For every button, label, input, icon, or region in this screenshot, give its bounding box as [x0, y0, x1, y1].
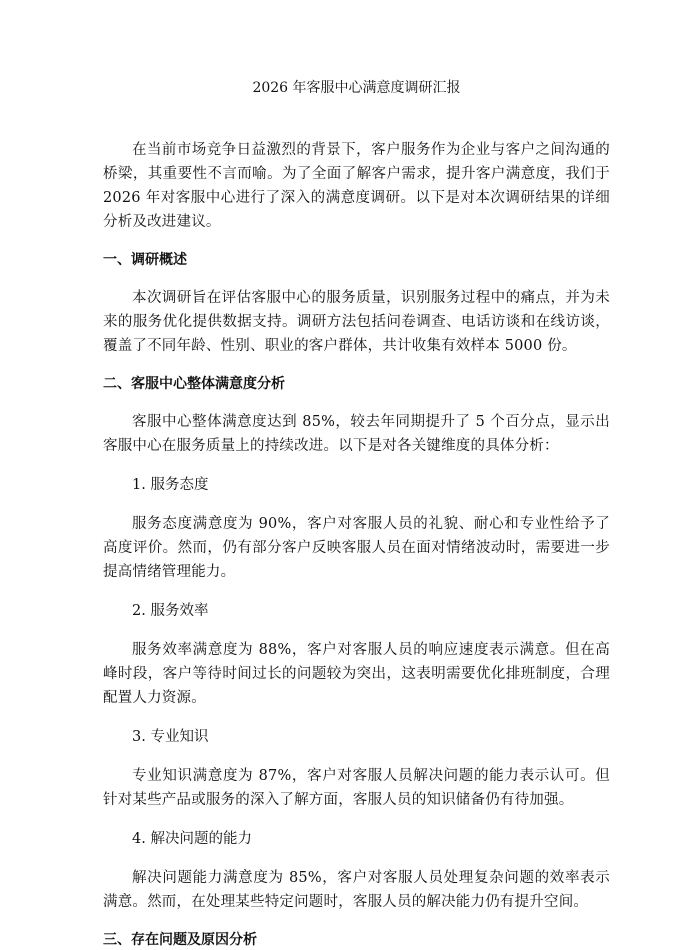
- overview-paragraph: 本次调研旨在评估客服中心的服务质量，识别服务过程中的痛点，并为未来的服务优化提供数据支持。调研方法包括问卷调查、电话访谈和在线访谈，覆盖了不同年龄、性别、职业的客户群体，共计收集有效样本 5000 份。: [103, 290, 610, 354]
- professional-knowledge-paragraph: 专业知识满意度为 87%，客户对客服人员解决问题的能力表示认可。但针对某些产品或服务的深入了解方面，客服人员的知识储备仍有待加强。: [103, 768, 610, 808]
- service-attitude-paragraph: 服务态度满意度为 90%，客户对客服人员的礼貌、耐心和专业性给予了高度评价。然而，仍有部分客户反映客服人员在面对情绪波动时，需要进一步提高情绪管理能力。: [103, 516, 610, 580]
- subheading-problem-solving: 4. 解决问题的能力: [132, 831, 252, 847]
- subheading-service-attitude: 1. 服务态度: [132, 477, 209, 493]
- section-heading-satisfaction: 二、客服中心整体满意度分析: [103, 376, 285, 392]
- subheading-professional-knowledge: 3. 专业知识: [132, 729, 209, 745]
- problem-solving-paragraph: 解决问题能力满意度为 85%，客户对客服人员处理复杂问题的效率表示满意。然而，在处理某些特定问题时，客服人员的解决能力仍有提升空间。: [103, 870, 610, 910]
- intro-paragraph: 在当前市场竞争日益激烈的背景下，客户服务作为企业与客户之间沟通的桥梁，其重要性不言而喻。为了全面了解客户需求，提升客户满意度，我们于 2026 年对客服中心进行了深入的满意度调研。以下是对本次调研结果的详细分析及改进建议。: [103, 142, 610, 230]
- service-efficiency-paragraph: 服务效率满意度为 88%，客户对客服人员的响应速度表示满意。但在高峰时段，客户等待时间过长的问题较为突出，这表明需要优化排班制度，合理配置人力资源。: [103, 642, 610, 706]
- section-heading-issues: 三、存在问题及原因分析: [103, 932, 257, 948]
- satisfaction-paragraph: 客服中心整体满意度达到 85%，较去年同期提升了 5 个百分点，显示出客服中心在服务质量上的持续改进。以下是对各关键维度的具体分析：: [103, 414, 610, 454]
- document-title: 2026 年客服中心满意度调研汇报: [252, 80, 461, 96]
- subheading-service-efficiency: 2. 服务效率: [132, 603, 209, 619]
- section-heading-overview: 一、调研概述: [103, 252, 187, 268]
